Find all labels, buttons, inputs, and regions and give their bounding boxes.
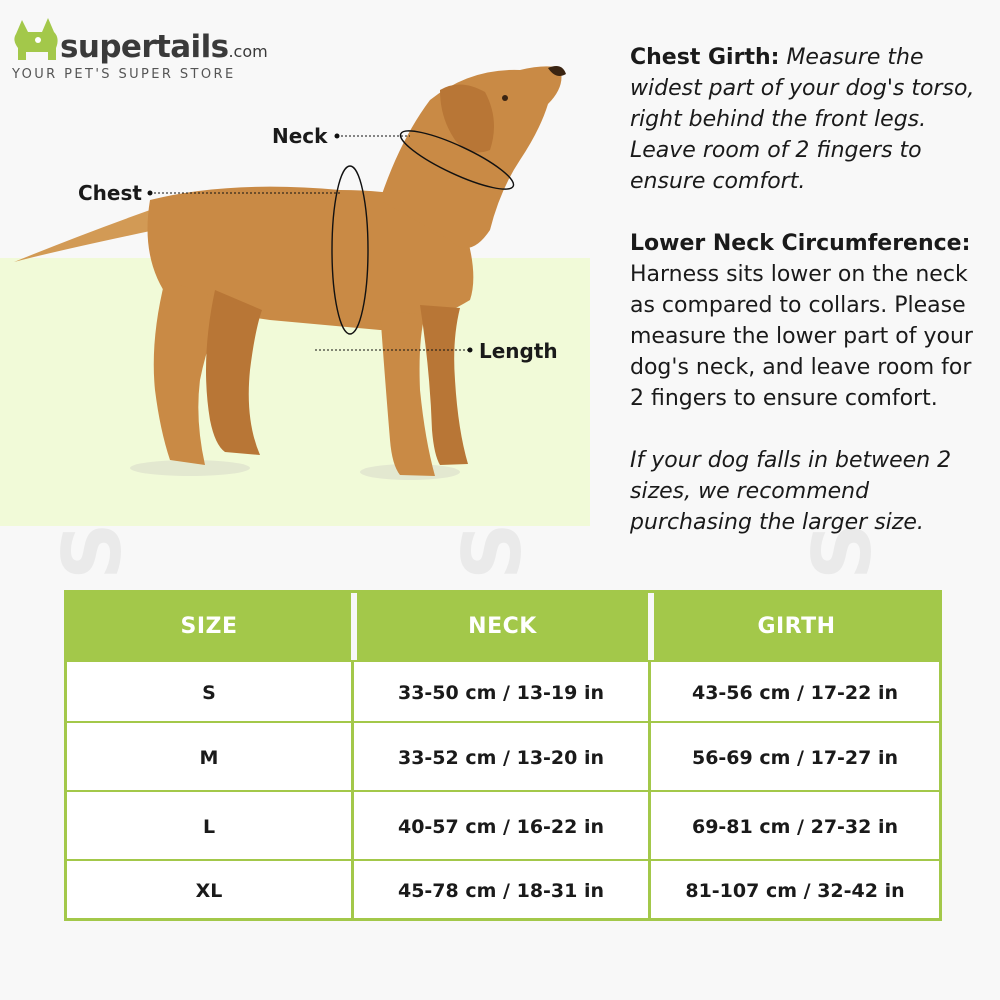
neck-cell: 33-50 cm / 13-19 in <box>351 662 648 723</box>
girth-cell: 69-81 cm / 27-32 in <box>648 792 939 861</box>
chest-girth-text: Measure the widest part of your dog's torso, right behind the front legs. Leave room of 2 fingers to ensure comfort. <box>630 45 975 194</box>
lower-neck-paragraph <box>630 228 990 414</box>
svg-text:S: S <box>446 522 539 580</box>
svg-text:S: S <box>46 522 139 580</box>
chest-label: Chest <box>78 181 142 205</box>
girth-cell: 43-56 cm / 17-22 in <box>648 662 939 723</box>
header-girth: GIRTH <box>648 593 939 660</box>
size-cell: L <box>202 815 216 838</box>
measurement-instructions <box>630 42 990 569</box>
lower-neck-heading: Lower Neck Circumference: <box>630 231 971 256</box>
svg-text:S: S <box>796 522 889 580</box>
header-neck: NECK <box>351 593 648 660</box>
table-header-row <box>67 593 939 660</box>
neck-cell: 45-78 cm / 18-31 in <box>351 861 648 920</box>
neck-cell: 40-57 cm / 16-22 in <box>351 792 648 861</box>
header-size: SIZE <box>180 614 238 639</box>
dog-measurement-illustration <box>0 40 600 530</box>
table-row <box>67 790 939 861</box>
neck-cell: 33-52 cm / 13-20 in <box>351 723 648 792</box>
chest-girth-heading: Chest Girth: <box>630 45 780 70</box>
brand-suffix: .com <box>228 42 268 61</box>
length-label: Length <box>479 339 558 363</box>
neck-label: Neck <box>272 124 328 148</box>
chest-girth-paragraph <box>630 42 990 197</box>
size-recommendation-note: If your dog falls in between 2 sizes, we recommend purchasing the larger size. <box>630 448 952 535</box>
size-cell: M <box>199 746 219 769</box>
size-cell: S <box>202 681 216 704</box>
table-row <box>67 859 939 920</box>
girth-cell: 56-69 cm / 17-27 in <box>648 723 939 792</box>
brand-name: supertails <box>60 29 229 65</box>
table-row <box>67 721 939 792</box>
brand-tagline: YOUR PET'S SUPER STORE <box>12 67 236 82</box>
size-cell: XL <box>195 879 223 902</box>
girth-cell: 81-107 cm / 32-42 in <box>648 861 939 920</box>
table-row <box>67 660 939 723</box>
lower-neck-text: Harness sits lower on the neck as compared to collars. Please measure the lower part of your dog's neck, and leave room for 2 fingers to ensure comfort. <box>630 262 973 411</box>
size-chart-table <box>64 590 942 921</box>
